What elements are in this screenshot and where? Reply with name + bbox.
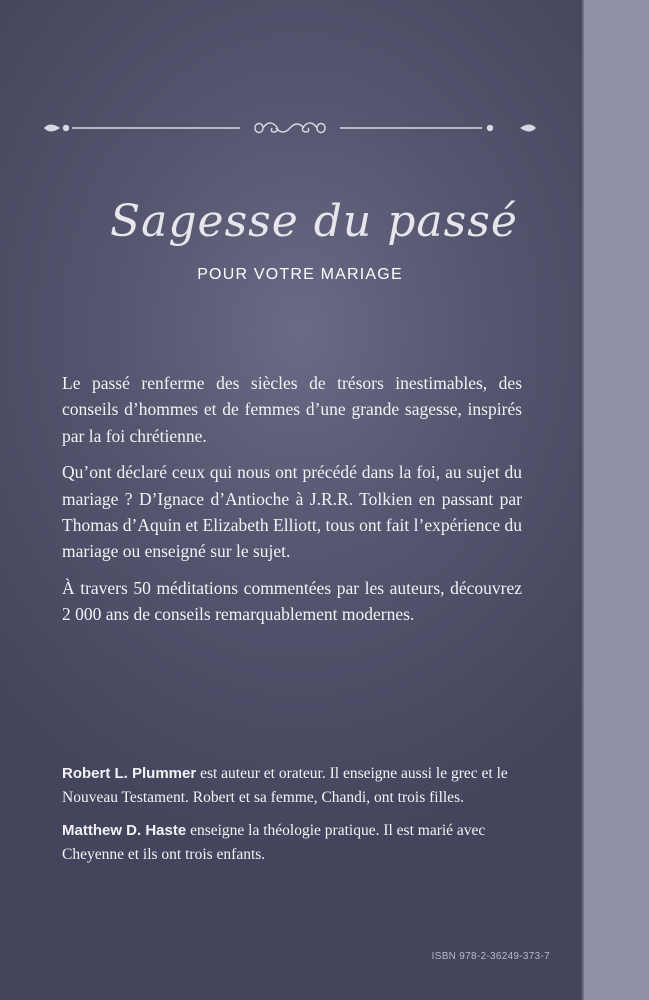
author-description: enseigne la théologie pratique. Il est marié avec Cheyenne et ils ont trois enfants. [62,822,486,863]
flourish-ornament-icon [40,116,540,140]
author-bio [62,762,542,809]
isbn-label: ISBN 978-2-36249-373-7 [431,951,550,962]
blurb-paragraph: Qu’ont déclaré ceux qui nous ont précédé dans la foi, au sujet du mariage ? D’Ignace d’Antioche à J.R.R. Tolkien en passant par Thomas d’Aquin et Elizabeth Elliott, tous ont fait l’expérience du mariage ou enseigné sur le sujet. [62,462,522,562]
book-subtitle: POUR VOTRE MARIAGE [197,266,403,283]
author-bios [62,762,542,876]
author-bio [62,819,542,866]
author-name: Matthew D. Haste [62,822,187,839]
book-title: Sagesse du passé [110,196,518,247]
blurb-paragraph: Le passé renferme des siècles de trésors inestimables, des conseils d’hommes et de femmes d’une grande sagesse, inspirés par la foi chrétienne. [62,373,522,446]
cloth-spine [580,0,649,1000]
blurb [62,370,522,638]
author-name: Robert L. Plummer [62,765,197,782]
blurb-paragraph: À travers 50 méditations commentées par les auteurs, découvrez 2 000 ans de conseils remarquablement modernes. [62,577,522,625]
author-description: est auteur et orateur. Il enseigne aussi le grec et le Nouveau Testament. Robert et sa femme, Chandi, ont trois filles. [62,765,508,806]
